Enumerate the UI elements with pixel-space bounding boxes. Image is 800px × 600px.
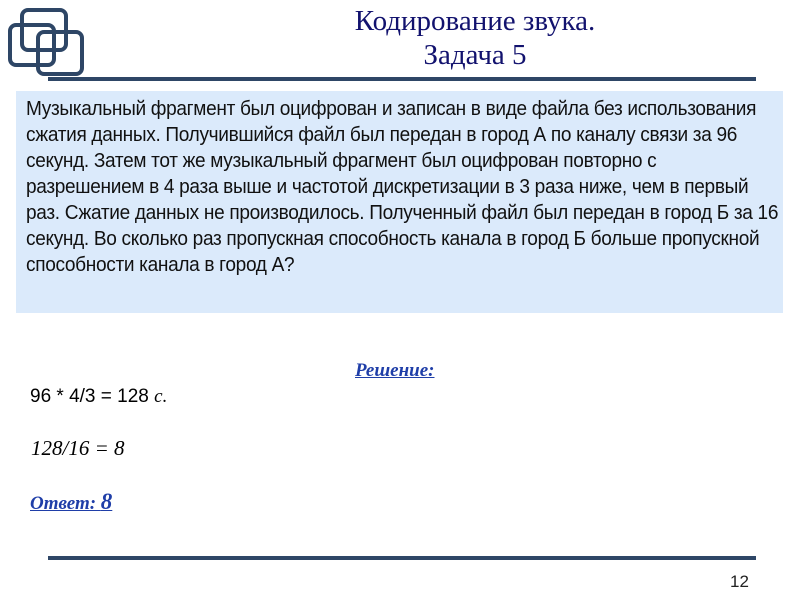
solution-step-2: 128/16 = 8 <box>31 436 125 460</box>
slide-title <box>250 4 700 72</box>
answer-value: 8 <box>100 489 113 514</box>
step-1-expression: 96 * 4/3 = 128 <box>30 386 155 407</box>
answer <box>30 489 112 515</box>
task-text: Музыкальный фрагмент был оцифрован и записан в виде файла без использования сжатия данных. Получившийся файл был передан в город А по каналу связи за 96 секунд. Затем тот же музыкальный фрагмент был оцифрован повторно с разрешением в 4 раза выше и частотой дискретизации в 3 раза ниже, чем в первый раз. Сжатие данных не производилось. Полученный файл был передан в город Б за 16 секунд. Во сколько раз пропускная способность канала в город Б больше пропускной способности канала в город А? <box>26 97 779 276</box>
logo-icon <box>6 6 86 78</box>
title-line-1: Кодирование звука. <box>354 5 596 37</box>
bottom-divider <box>48 556 756 560</box>
title-line-2: Задача 5 <box>423 39 527 71</box>
top-divider <box>48 77 756 81</box>
solution-label: Решение: <box>355 360 435 381</box>
solution-step-1 <box>30 386 167 408</box>
task-box <box>16 91 783 313</box>
step-1-unit: с. <box>154 386 168 407</box>
page-number: 12 <box>730 572 749 591</box>
answer-label: Ответ: <box>30 493 101 514</box>
